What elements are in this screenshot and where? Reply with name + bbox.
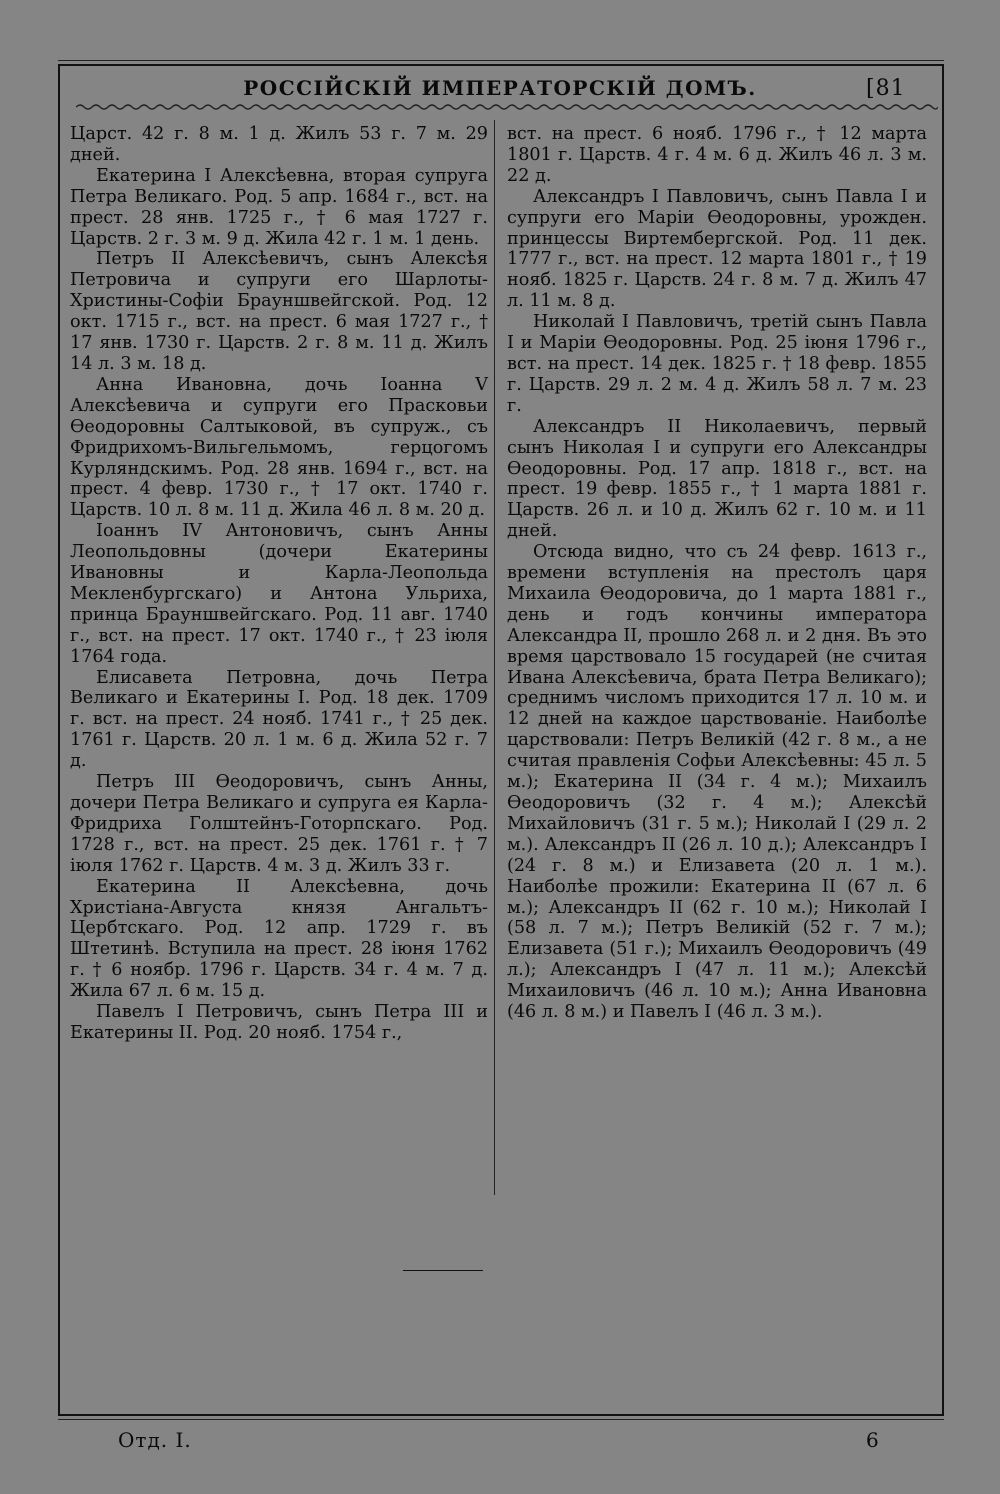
left-column — [70, 124, 488, 1044]
paragraph: Отсюда видно, что съ 24 февр. 1613 г., времени вступленія на престолъ царя Михаила Ѳеодоровича, до 1 марта 1881 г., день и годъ кончины императора Александра II, прошло 268 л. и 2 дня. Въ это время царствовало 15 государей (не считая Ивана Алексѣевича, брата Петра Великаго); среднимъ числомъ приходится 17 л. 10 м. и 12 дней на каждое царствованіе. Наиболѣе царствовали: Петръ Великій (42 г. 8 м., а не считая правленія Софьи Алексѣевны: 45 л. 5 м.); Екатерина II (34 г. 4 м.); Михаилъ Ѳеодоровичъ (32 г. 4 м.); Алексѣй Михайловичъ (31 г. 5 м.); Николай I (29 л. 2 м.). Александръ II (26 л. 10 д.); Александръ I (24 г. 8 м.) и Елизавета (20 л. 1 м.). Наиболѣе прожили: Екатерина II (67 л. 6 м.); Александръ II (62 г. 10 м.); Николай I (58 л. 7 м.); Петръ Великій (52 г. 7 м.); Елизавета (51 г.); Михаилъ Ѳеодоровичъ (49 л.); Александръ I (47 л. 11 м.); Алексѣй Михаиловичъ (46 л. 10 м.); Анна Ивановна (46 л. 8 м.) и Павелъ I (46 л. 3 м.). — [507, 542, 927, 1023]
paragraph: вст. на прест. 6 нояб. 1796 г., † 12 марта 1801 г. Царств. 4 г. 4 м. 6 д. Жилъ 46 л. 3 м. 22 д. — [507, 124, 927, 186]
paragraph: Анна Ивановна, дочь Іоанна V Алексѣевича и супруги его Прасковьи Ѳеодоровны Салтыковой, въ супруж., съ Фридрихомъ-Вильгельмомъ, герцогомъ Курляндскимъ. Род. 28 янв. 1694 г., вст. на прест. 4 февр. 1730 г., † 17 окт. 1740 г. Царств. 10 л. 8 м. 11 д. Жила 46 л. 8 м. 20 д. — [70, 374, 488, 521]
column-divider — [494, 120, 495, 1195]
running-head: РОССІЙСКІЙ ИМПЕРАТОРСКІЙ ДОМЪ. — [243, 76, 757, 100]
page-number: [81 — [866, 76, 906, 101]
paragraph: Петръ II Алексѣевичъ, сынъ Алексѣя Петровича и супруги его Шарлоты-Христины-Софіи Брауншвейгской. Род. 12 окт. 1715 г., вст. на прест. 6 мая 1727 г., † 17 янв. 1730 г. Царств. 2 г. 8 м. 11 д. Жилъ 14 л. 3 м. 18 д. — [70, 249, 488, 374]
frame-bottom-rule — [58, 1419, 944, 1420]
decorative-wavy-rule — [76, 102, 938, 112]
paragraph: Павелъ I Петровичъ, сынъ Петра III и Екатерины II. Род. 20 нояб. 1754 г., — [70, 1002, 488, 1043]
paragraph: Елисавета Петровна, дочь Петра Великаго и Екатерины I. Род. 18 дек. 1709 г. вст. на прест. 24 нояб. 1741 г., † 25 дек. 1761 г. Царств. 20 л. 1 м. 6 д. Жила 52 г. 7 д. — [70, 667, 488, 772]
paragraph: Екатерина I Алексѣевна, вторая супруга Петра Великаго. Род. 5 апр. 1684 г., вст. на прест. 28 янв. 1725 г., † 6 мая 1727 г. Царств. 2 г. 3 м. 9 д. Жила 42 г. 1 м. 1 день. — [70, 165, 488, 249]
signature-mark: 6 — [866, 1428, 879, 1452]
paragraph: Александръ I Павловичъ, сынъ Павла I и супруги его Маріи Ѳеодоровны, урожден. принцессы Виртембергской. Род. 11 дек. 1777 г., вст. на прест. 12 марта 1801 г., † 19 нояб. 1825 г. Царств. 24 г. 8 м. 7 д. Жилъ 47 л. 11 м. 8 д. — [507, 186, 927, 312]
paragraph: Іоаннъ IV Антоновичъ, сынъ Анны Леопольдовны (дочери Екатерины Ивановны и Карла-Леопольда Мекленбургскаго) и Антона Ульриха, принца Брауншвейгскаго. Род. 11 авг. 1740 г., вст. на прест. 17 окт. 1740 г., † 23 іюля 1764 года. — [70, 521, 488, 667]
paragraph: Николай I Павловичъ, третій сынъ Павла I и Маріи Ѳеодоровны. Род. 25 іюня 1796 г., вст. на прест. 14 дек. 1825 г. † 18 февр. 1855 г. Царств. 29 л. 2 м. 4 д. Жилъ 58 л. 7 м. 23 г. — [507, 312, 927, 416]
section-label: Отд. I. — [118, 1428, 192, 1452]
end-rule — [403, 1270, 483, 1271]
paragraph: Петръ III Ѳеодоровичъ, сынъ Анны, дочери Петра Великаго и супруга ея Карла-Фридриха Голштейнъ-Готорпскаго. Род. 1728 г., вст. на прест. 25 дек. 1761 г. † 7 іюля 1762 г. Царств. 4 м. 3 д. Жилъ 33 г. — [70, 772, 488, 876]
wavy-rule-path — [76, 105, 938, 109]
paragraph: Царст. 42 г. 8 м. 1 д. Жилъ 53 г. 7 м. 29 дней. — [70, 124, 488, 165]
right-column — [507, 124, 927, 1023]
paragraph: Екатерина II Алексѣевна, дочь Христіана-Августа князя Ангальтъ-Цербтскаго. Род. 12 апр. 1729 г. въ Штетинѣ. Вступила на прест. 28 іюня 1762 г. † 6 ноябр. 1796 г. Царств. 34 г. 4 м. 7 д. Жила 67 л. 6 м. 15 д. — [70, 876, 488, 1002]
paragraph: Александръ II Николаевичъ, первый сынъ Николая I и супруги его Александры Ѳеодоровны. Род. 17 апр. 1818 г., вст. на прест. 19 февр. 1855 г., † 1 марта 1881 г. Царств. 26 л. и 10 д. Жилъ 62 г. 10 м. и 11 дней. — [507, 416, 927, 542]
frame-top-rule — [58, 60, 944, 61]
